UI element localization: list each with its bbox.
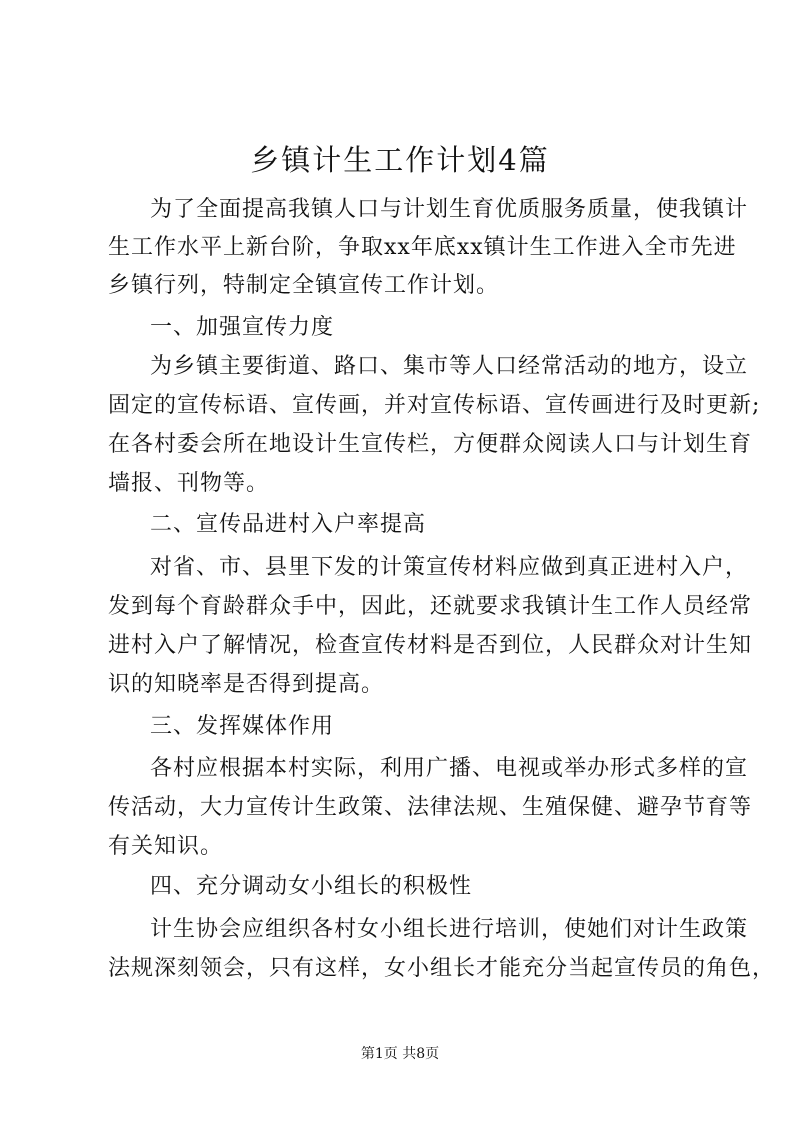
- paragraph-line: 为乡镇主要街道、路口、集市等人口经常活动的地方，设立: [150, 354, 749, 379]
- paragraph-line: 固定的宣传标语、宣传画，并对宣传标语、宣传画进行及时更新;: [108, 393, 761, 418]
- paragraph-line: 计生协会应组织各村女小组长进行培训，使她们对计生政策: [150, 917, 749, 942]
- paragraph-line: 发到每个育龄群众手中，因此，还就要求我镇计生工作人员经常: [108, 594, 753, 619]
- paragraph-line: 墙报、刊物等。: [108, 471, 270, 496]
- document-title: 乡镇计生工作计划4篇: [250, 143, 550, 177]
- section-heading: 四、充分调动女小组长的积极性: [150, 874, 473, 899]
- paragraph-line: 在各村委会所在地设计生宣传栏，方便群众阅读人口与计划生育: [108, 432, 753, 457]
- page-number-footer: 第1页 共8页: [360, 1046, 440, 1062]
- paragraph-line: 对省、市、县里下发的计策宣传材料应做到真正进村入户，: [150, 555, 749, 580]
- section-heading: 二、宣传品进村入户率提高: [150, 512, 427, 537]
- paragraph-line: 各村应根据本村实际，利用广播、电视或举办形式多样的宣: [150, 756, 749, 781]
- section-heading: 三、发挥媒体作用: [150, 714, 335, 739]
- paragraph-line: 为了全面提高我镇人口与计划生育优质服务质量，使我镇计: [150, 197, 749, 222]
- paragraph-line: 传活动，大力宣传计生政策、法律法规、生殖保健、避孕节育等: [108, 795, 753, 820]
- paragraph-line: 有关知识。: [108, 834, 224, 859]
- paragraph-line: 乡镇行列，特制定全镇宣传工作计划。: [108, 273, 500, 298]
- paragraph-line: 识的知晓率是否得到提高。: [108, 672, 385, 697]
- paragraph-line: 进村入户了解情况，检查宣传材料是否到位，人民群众对计生知: [108, 633, 753, 658]
- section-heading: 一、加强宣传力度: [150, 315, 335, 340]
- paragraph-line: 生工作水平上新台阶，争取xx年底xx镇计生工作进入全市先进: [108, 235, 737, 260]
- paragraph-line: 法规深刻领会，只有这样，女小组长才能充分当起宣传员的角色，: [108, 956, 776, 981]
